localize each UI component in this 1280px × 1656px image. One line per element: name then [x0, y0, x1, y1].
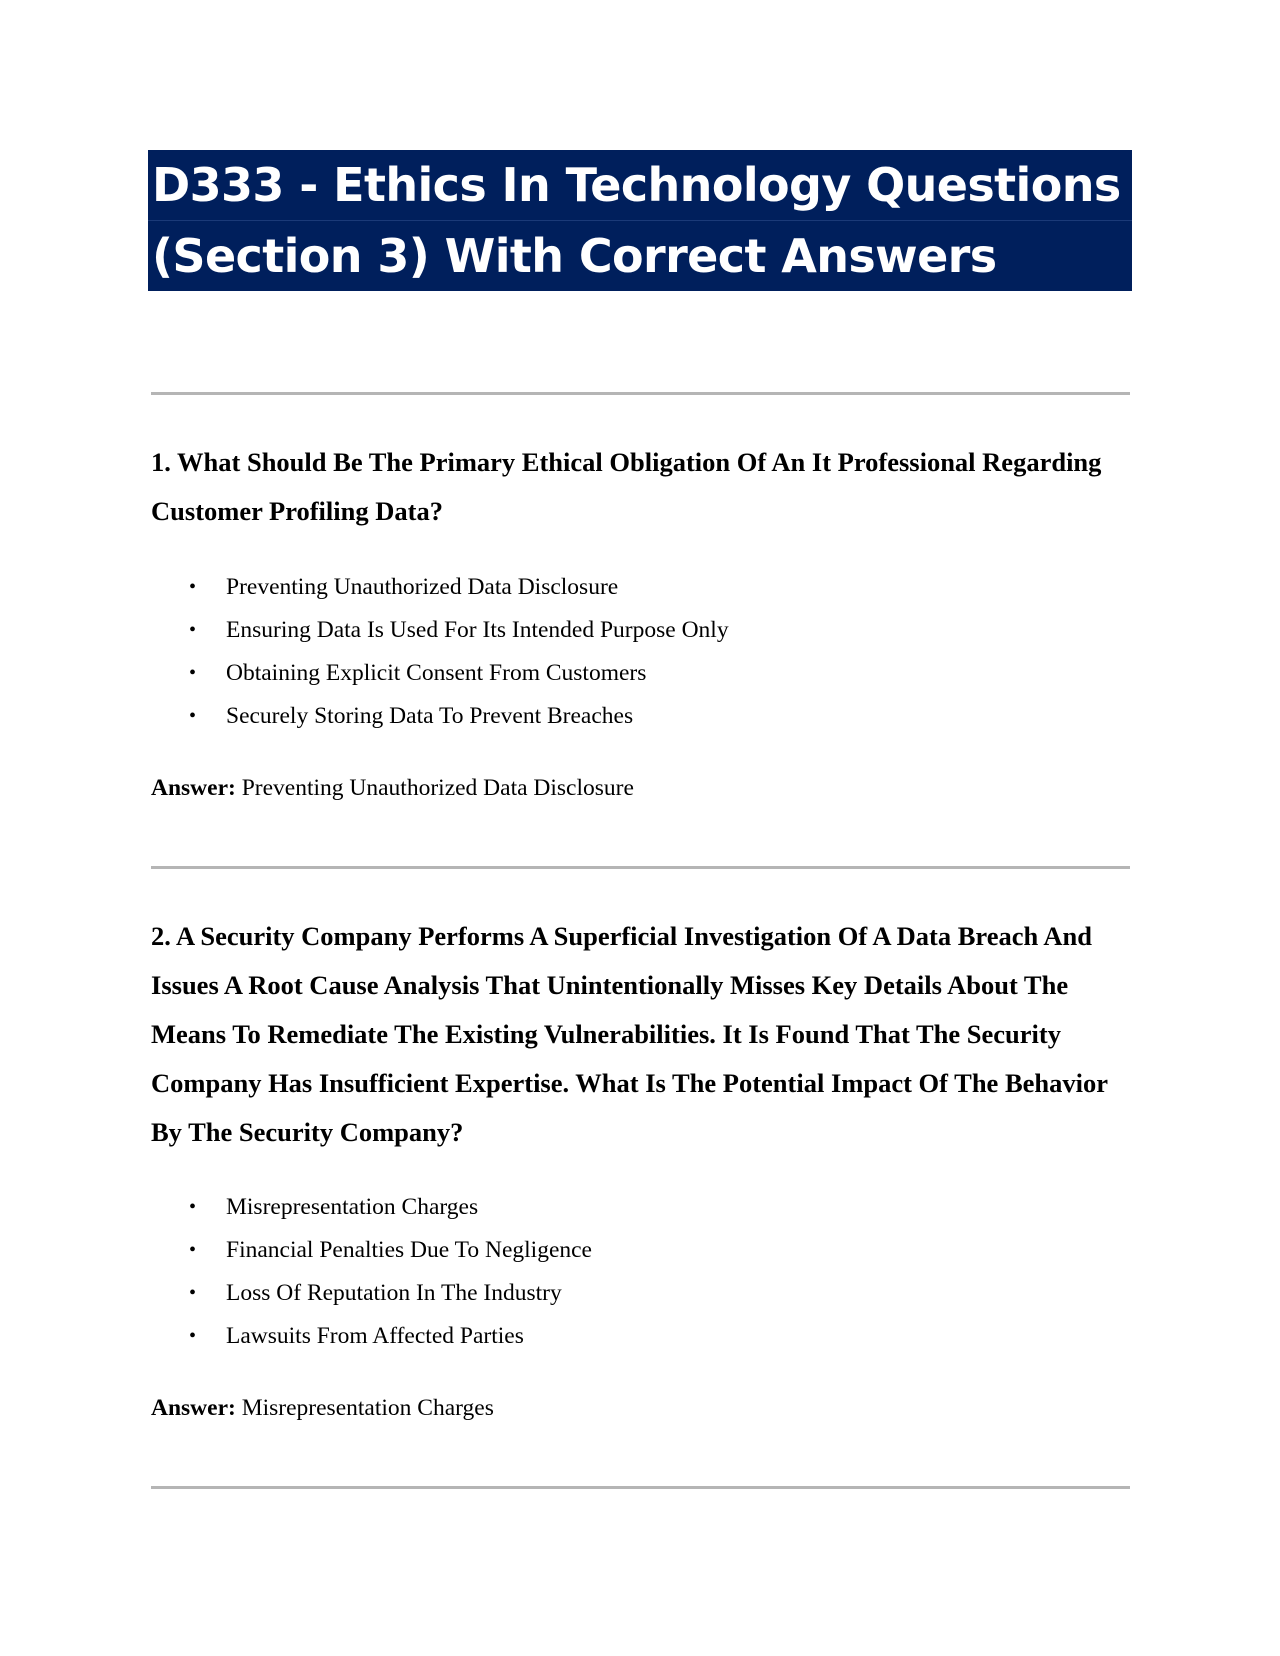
option-text: Lawsuits From Affected Parties — [226, 1323, 524, 1349]
question-1-option — [151, 566, 1131, 609]
document-title — [148, 150, 1132, 291]
option-text: Financial Penalties Due To Negligence — [226, 1237, 592, 1263]
question-2-option — [151, 1272, 1131, 1315]
option-text: Loss Of Reputation In The Industry — [226, 1280, 562, 1306]
question-1-option — [151, 609, 1131, 652]
section-divider — [151, 392, 1130, 395]
option-text: Securely Storing Data To Prevent Breaches — [226, 703, 634, 729]
title-line-2: (Section 3) With Correct Answers — [148, 220, 1132, 291]
question-1-options — [151, 566, 1131, 738]
option-text: Preventing Unauthorized Data Disclosure — [226, 574, 619, 600]
title-line-1: D333 - Ethics In Technology Questions — [152, 158, 1121, 212]
bullet-icon: • — [189, 1196, 197, 1218]
bullet-icon: • — [189, 576, 197, 598]
question-2-option — [151, 1229, 1131, 1272]
option-text: Misrepresentation Charges — [226, 1194, 479, 1220]
question-1-option — [151, 695, 1131, 738]
answer-text: Misrepresentation Charges — [241, 1395, 494, 1421]
question-1: 1. What Should Be The Primary Ethical Obligation Of An It Professional Regarding Customer Profiling Data? — [151, 447, 1102, 526]
bullet-icon: • — [189, 1282, 197, 1304]
section-divider — [151, 866, 1130, 869]
answer-label: Answer: — [151, 775, 236, 801]
option-text: Ensuring Data Is Used For Its Intended Purpose Only — [226, 617, 729, 643]
answer-text: Preventing Unauthorized Data Disclosure — [241, 775, 634, 801]
option-text: Obtaining Explicit Consent From Customers — [226, 660, 647, 686]
bullet-icon: • — [189, 662, 197, 684]
bullet-icon: • — [189, 1325, 197, 1347]
bullet-icon: • — [189, 1239, 197, 1261]
question-2: 2. A Security Company Performs A Superficial Investigation Of A Data Breach And Issues A Root Cause Analysis That Unintentionally Misses Key Details About The Means To Remediate The Existing Vulnerabilities. It Is Found That The Security Company Has Insufficient Expertise. What Is The Potential Impact Of The Behavior By The Security Company? — [151, 921, 1108, 1147]
bullet-icon: • — [189, 619, 197, 641]
question-1-option — [151, 652, 1131, 695]
question-2-answer — [151, 1392, 1131, 1424]
question-2-option — [151, 1186, 1131, 1229]
question-2-options — [151, 1186, 1131, 1358]
question-2-option — [151, 1315, 1131, 1358]
section-divider — [151, 1486, 1130, 1489]
answer-label: Answer: — [151, 1395, 236, 1421]
question-1-answer — [151, 772, 1131, 804]
bullet-icon: • — [189, 705, 197, 727]
